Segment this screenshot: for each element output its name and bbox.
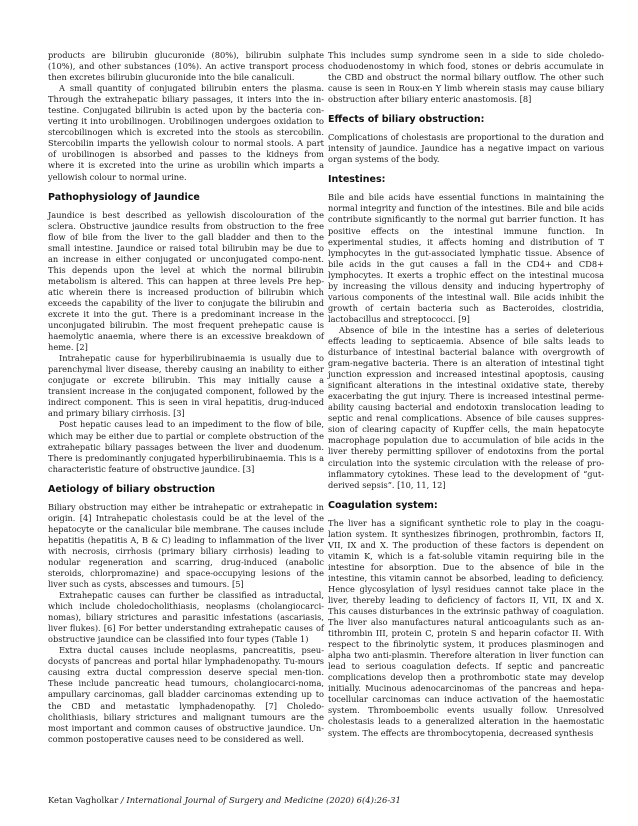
paragraph: Intrahepatic cause for hyperbilirubinaemia is usually due to parenchymal liver disease, thereby causing an inability to either conjugate or excrete bilirubin. This may initially cause a transient increase in the conjugated component, followed by the indirect component. This is seen in viral hepatitis, drug-induced and primary biliary cirrhosis. [3] bbox=[48, 353, 324, 419]
page-footer bbox=[48, 795, 608, 806]
paragraph: Extra ductal causes include neoplasms, pancreatitis, pseu-docysts of pancreas and portal hilar lymphadenopathy. Tu-mours causing extra ductal compression deserve special men-tion. These include pancreatic head tumours, cholangiocarci-noma, ampullary carcinomas, gall bladder carcinomas extending up to the CBD and metastatic lymphadenopathy. [7] Choledo-cholithiasis, biliary strictures and malignant tumours are the most important and common causes of obstructive jaundice. Un-common postoperative causes need to be considered as well. bbox=[48, 645, 324, 744]
section-heading: Coagulation system: bbox=[328, 499, 438, 511]
paragraph: Post hepatic causes lead to an impediment to the flow of bile, which may be either due to partial or complete obstruction of the extrahepatic biliary passages between the liver and duodenum. There is predominantly conjugated hyperbilirubinaemia. This is a characteristic feature of obstructive jaundice. [3] bbox=[48, 419, 324, 474]
paragraph: A small quantity of conjugated bilirubin enters the plasma. Through the extrahepatic biliary passages, it inters into the in-testine. Conjugated bilirubin is acted upon by the bacteria con-verting it into urobilinogen. Urobilinogen undergoes oxidation to stercobilinogen which is excreted into the stools as stercobilin. Stercobilin imparts the yellowish colour to normal stools. A part of urobilinogen is absorbed and passes to the kidneys from where it is excreted into the urine as urobilin which imparts a yellowish colour to normal urine. bbox=[48, 83, 324, 182]
paragraph: Biliary obstruction may either be intrahepatic or extrahepatic in origin. [4] Intrahepatic cholestasis could be at the level of the hepatocyte or the canalicular bile membrane. The causes include hepatitis (hepatitis A, B & C) leading to inflammation of the liver with necrosis, cirrhosis (primary biliary cirrhosis) leading to nodular regeneration and scarring, drug-induced (anabolic steroids, chlorpromazine) and space-occupying lesions of the liver such as cysts, abscesses and tumours. [5] bbox=[48, 501, 324, 590]
left-column bbox=[48, 50, 324, 745]
footer-author: Ketan Vagholkar bbox=[48, 795, 119, 805]
paragraph: The liver has a significant synthetic role to play in the coagu-lation system. It synthesizes fibrinogen, prothrombin, factors II, VII, IX and X. The production of these factors is dependent on vitamin K, which is a fat-soluble vitamin requiring bile in the intestine for absorption. Due to the absence of bile in the intestine, this vitamin cannot be absorbed, leading to deficiency. Hence glycosylation of lysyl residues cannot take place in the liver, thereby leading to deficiency of factors II, VII, IX and X. This causes disturbances in the extrinsic pathway of coagulation. The liver also manufactures natural anticoagulants such as an-tithrombin III, protein C, protein S and heparin cofactor II. With respect to the fibrinolytic system, it produces plasminogen and alpha two anti-plasmin. Therefore alteration in liver function can lead to serious coagulation defects. If septic and pancreatic complications develop then a prothrombotic state may develop initially. Mucinous adenocarcinomas of the pancreas and hepa-tocellular carcinomas can induce activation of the haemostatic system. Thromboembolic events usually follow. Unresolved cholestasis leads to a generalized alteration in the haemostatic system. The effects are thrombocytopenia, decreased synthesis bbox=[328, 517, 604, 738]
paragraph: Extrahepatic causes can further be classified as intraductal, which include choledocholithiasis, neoplasms (cholangiocarci-nomas), biliary strictures and parasitic infestations (ascariasis, liver flukes). [6] For better understanding extrahepatic causes of obstructive jaundice can be classified into four types (Table 1) bbox=[48, 590, 324, 645]
paragraph: Absence of bile in the intestine has a series of deleterious effects leading to septicaemia. Absence of bile salts leads to disturbance of intestinal bacterial balance with overgrowth of gram-negative bacteria. There is an alteration of intestinal tight junction expression and increased intestinal apoptosis, causing significant alterations in the intestinal oxidative state, thereby exacerbating the gut injury. There is increased intestinal perme-ability causing bacterial and endotoxin translocation leading to septic and renal complications. Absence of bile causes suppres-sion of clearing capacity of Kupffer cells, the main hepatocyte macrophage population due to accumulation of bile acids in the liver thereby permitting spillover of endotoxins from the portal circulation into the systemic circulation with the release of pro-inflammatory cytokines. These lead to the development of “gut-derived sepsis”. [10, 11, 12] bbox=[328, 324, 604, 490]
footer-journal: / International Journal of Surgery and Medicine (2020) 6(4):26-31 bbox=[120, 795, 401, 805]
right-column bbox=[328, 50, 604, 739]
paragraph: Bile and bile acids have essential functions in maintaining the normal integrity and function of the intestines. Bile and bile acids contribute significantly to the normal gut barrier function. It has positive effects on the intestinal immune function. In experimental studies, it affects homing and distribution of T lymphocytes in the gut-associated lymphatic tissue. Absence of bile acids in the gut causes a fall in the CD4+ and CD8+ lymphocytes. It exerts a trophic effect on the intestinal mucosa by increasing the villous density and inducing hypertrophy of various components of the intestinal wall. Bile acids inhibit the growth of certain bacteria such as Bacteroides, clostridia, lactobacillus and streptococci. [9] bbox=[328, 192, 604, 324]
paragraph: Complications of cholestasis are proportional to the duration and intensity of jaundice. Jaundice has a negative impact on various organ systems of the body. bbox=[328, 132, 604, 165]
section-heading: Intestines: bbox=[328, 174, 386, 186]
section-heading: Aetiology of biliary obstruction bbox=[48, 483, 216, 495]
paragraph: products are bilirubin glucuronide (80%), bilirubin sulphate (10%), and other substances (10%). An active transport process then excretes bilirubin glucuronide into the bile canaliculi. bbox=[48, 50, 324, 83]
section-heading: Effects of biliary obstruction: bbox=[328, 114, 485, 126]
section-heading: Pathophysiology of Jaundice bbox=[48, 191, 200, 203]
paragraph: Jaundice is best described as yellowish discolouration of the sclera. Obstructive jaundice results from obstruction to the free flow of bile from the liver to the gall bladder and then to the small intestine. Jaundice or raised total bilirubin may be due to an increase in either conjugated or unconjugated compo-nent. This depends upon the level at which the normal bilirubin metabolism is altered. This can happen at three levels Pre hep-atic wherein there is increased production of bilirubin which exceeds the capability of the liver to conjugate the bilirubin and excrete it into the gut. There is a predominant increase in the unconjugated bilirubin. The most frequent prehepatic cause is haemolytic anaemia, where there is an excessive breakdown of heme. [2] bbox=[48, 209, 324, 353]
paragraph: This includes sump syndrome seen in a side to side choledo-choduodenostomy in which food, stones or debris accumulate in the CBD and obstruct the normal biliary outflow. The other such cause is seen in Roux-en Y limb wherein stasis may cause biliary obstruction after biliary enteric anastomosis. [8] bbox=[328, 50, 604, 105]
